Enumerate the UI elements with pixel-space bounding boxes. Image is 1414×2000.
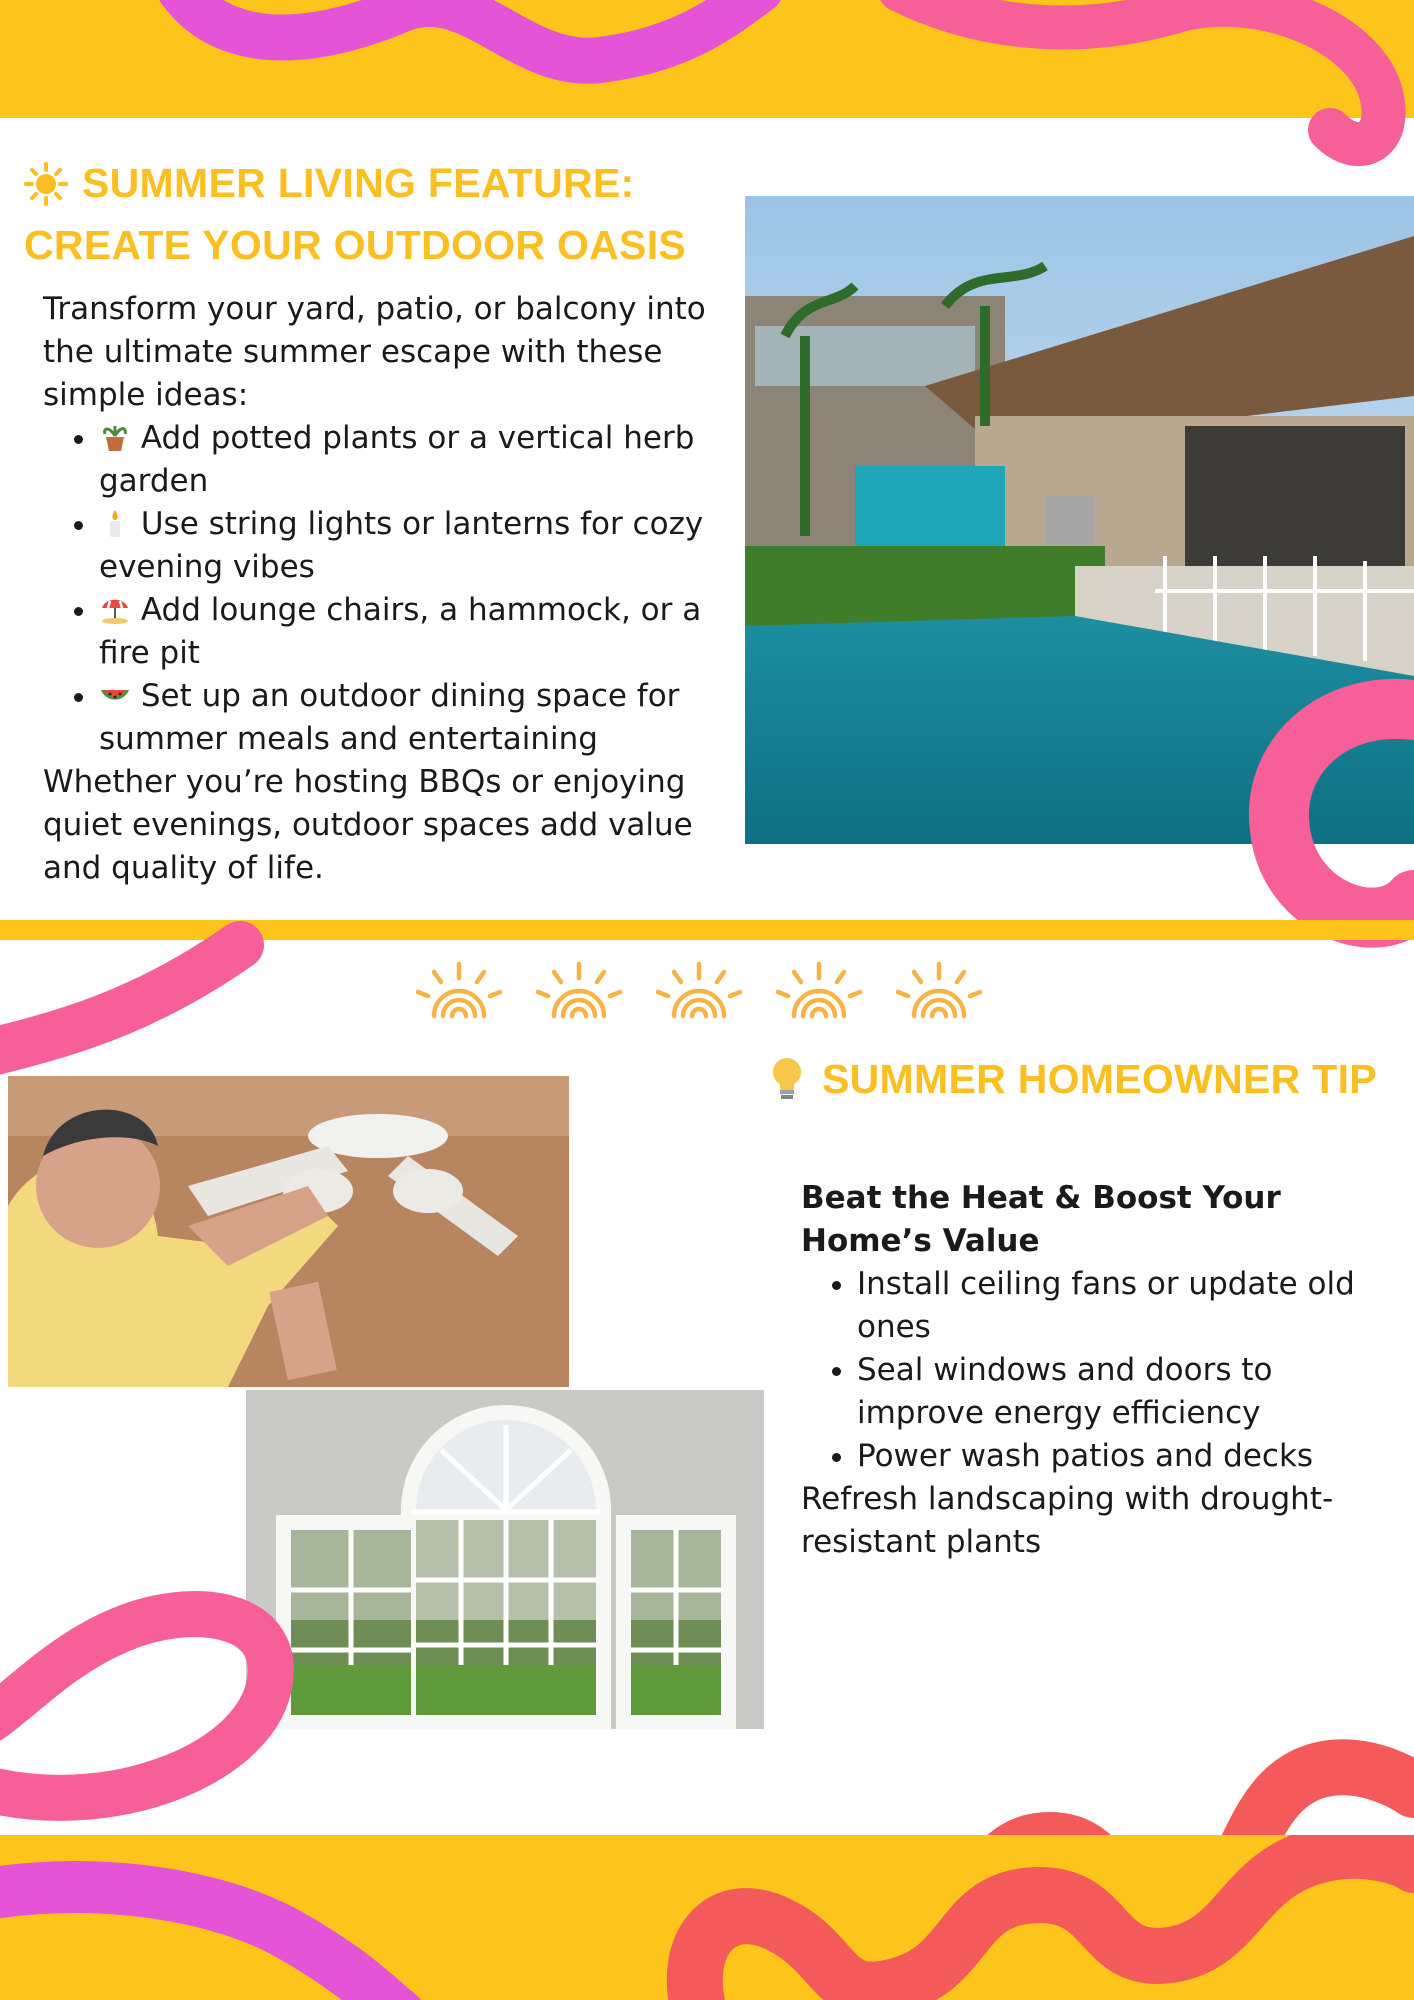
rising-sun-icon: [534, 960, 624, 1020]
rising-sun-icon: [894, 960, 984, 1020]
tip-title: [770, 1048, 1410, 1110]
feature-body: [43, 288, 733, 890]
rising-sun-icon: [414, 960, 504, 1020]
decorative-brush-strokes-bottom: [0, 1835, 1414, 2000]
list-item: • Seal windows and doors to improve energy efficiency: [857, 1349, 1361, 1435]
feature-list: [43, 417, 733, 761]
tip-body: [801, 1177, 1361, 1564]
list-item: • Use string lights or lanterns for cozy evening vibes: [99, 503, 733, 589]
list-item: • Power wash patios and decks: [857, 1435, 1361, 1478]
beach-umbrella-icon: [99, 594, 131, 624]
ceiling-fan-installation-photo: [8, 1076, 569, 1387]
feature-title: [24, 152, 724, 276]
list-item: • Set up an outdoor dining space for summer meals and entertaining: [99, 675, 733, 761]
decorative-brush-strokes-top: [0, 0, 1414, 170]
tip-title-text: SUMMER HOMEOWNER TIP: [822, 1056, 1377, 1102]
candle-icon: [99, 508, 131, 538]
rising-sun-icon: [774, 960, 864, 1020]
feature-title-line2: CREATE YOUR OUTDOOR OASIS: [24, 222, 687, 268]
decorative-brush-stroke-left: [0, 905, 300, 1105]
sun-icon: [24, 162, 68, 206]
sun-row: [414, 960, 984, 1020]
list-item: • Add lounge chairs, a hammock, or a fire pit: [99, 589, 733, 675]
feature-title-line1: SUMMER LIVING FEATURE:: [82, 160, 635, 206]
list-item: • Install ceiling fans or update old ones: [857, 1263, 1361, 1349]
potted-plant-icon: [99, 422, 131, 452]
tip-list: [801, 1263, 1361, 1478]
feature-closing: Whether you’re hosting BBQs or enjoying quiet evenings, outdoor spaces add value and quality of life.: [43, 764, 693, 886]
rising-sun-icon: [654, 960, 744, 1020]
tip-closing: Refresh landscaping with drought-resistant plants: [801, 1481, 1334, 1560]
light-bulb-icon: [770, 1056, 804, 1102]
decorative-pink-swirl: [1160, 630, 1414, 1030]
list-item: • Add potted plants or a vertical herb garden: [99, 417, 733, 503]
watermelon-icon: [99, 680, 131, 710]
feature-intro: Transform your yard, patio, or balcony into the ultimate summer escape with these simple ideas:: [43, 291, 706, 413]
decorative-pink-loop: [0, 1560, 310, 1840]
tip-heading: Beat the Heat & Boost Your Home’s Value: [801, 1180, 1281, 1259]
